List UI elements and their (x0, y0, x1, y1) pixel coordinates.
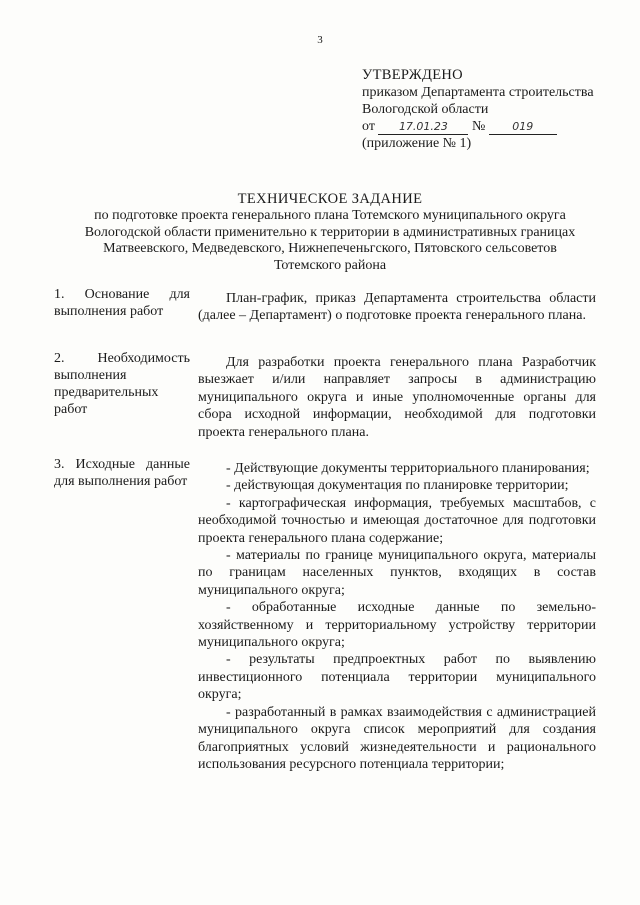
document-title: ТЕХНИЧЕСКОЕ ЗАДАНИЕ (237, 191, 423, 207)
list-item: - действующая документация по планировке территории; (226, 478, 569, 494)
number-prefix: № (471, 119, 486, 134)
title-line-4: Тотемского района (273, 258, 387, 274)
approval-heading: УТВЕРЖДЕНО (362, 67, 463, 83)
section-label: 2. Необходимость выполнения предварительных работ (54, 351, 190, 417)
list-item: - картографическая информация, требуемых масштабов, с необходимой точностью и имеющая достаточное для подготовки проекта генерального плана содержание; (198, 495, 596, 546)
source-data-list (198, 460, 596, 773)
handwritten-date: 17.01.23 (378, 120, 468, 135)
section-label: 1. Основание для выполнения работ (54, 287, 190, 319)
title-line-2: Вологодской области применительно к территории в административных границах (84, 224, 576, 240)
section-text: План-график, приказ Департамента строительства области (далее – Департамент) о подготовке проекта генерального плана. (198, 291, 596, 324)
approval-date-line (362, 118, 632, 135)
section-row-1 (54, 286, 610, 324)
list-item: - материалы по границе муниципального округа, материалы по границам населенных пунктов, входящих в состав муниципального округа; (198, 548, 596, 598)
page-number: 3 (317, 34, 323, 46)
approval-appendix: (приложение № 1) (362, 136, 472, 151)
list-item: - обработанные исходные данные по земельно-хозяйственному и территориальному устройству территории муниципального округа; (198, 600, 596, 651)
approval-line-2: Вологодской области (362, 102, 489, 117)
list-item: - разработанный в рамках взаимодействия с администрацией муниципального округа список мероприятий для создания благоприятных условий жизнедеятельности и рационального использования ресурсного потенциала территории; (198, 704, 596, 772)
approval-line-1: приказом Департамента строительства (362, 85, 594, 100)
list-item: - Действующие документы территориального планирования; (226, 461, 590, 476)
section-row-2 (54, 350, 610, 440)
section-label: 3. Исходные данные для выполнения работ (54, 457, 190, 489)
title-line-3: Матвеевского, Медведевского, Нижнепеченьгского, Пятовского сельсоветов (103, 241, 557, 257)
section-row-3 (54, 456, 610, 772)
handwritten-number: 019 (489, 120, 557, 135)
approval-stamp (362, 67, 632, 152)
document-title-block (50, 191, 610, 275)
date-prefix: от (362, 119, 375, 134)
section-text: Для разработки проекта генерального плана Разработчик выезжает и/или направляет запросы в администрацию муниципального округа и иные уполномоченные органы для сбора исходной информации, необходимой для подготовки проекта генерального плана. (198, 355, 596, 440)
list-item: - результаты предпроектных работ по выявлению инвестиционного потенциала территории муниципального округа; (198, 652, 596, 703)
title-line-1: по подготовке проекта генерального плана Тотемского муниципального округа (94, 207, 566, 223)
section-content (198, 354, 596, 441)
section-content (198, 460, 596, 773)
section-content (198, 290, 596, 325)
